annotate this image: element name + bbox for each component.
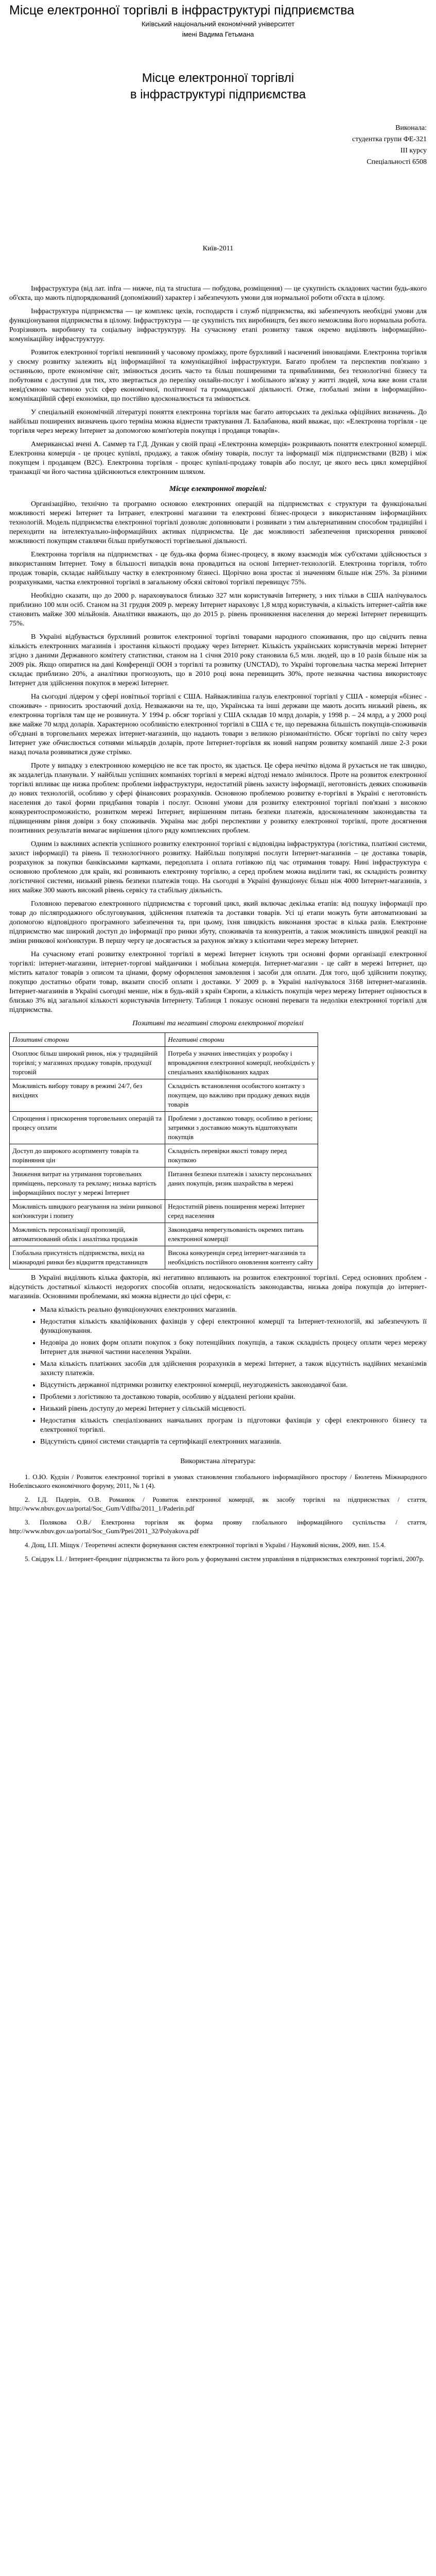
reference-item: 1. О.Ю. Кудзін / Розвиток електронної торгівлі в умовах становлення глобального інформаційного простору / Бюлетень Міжнародного Нобелівського економічного форуму, 2011, № 1 (4). — [9, 1473, 427, 1489]
university-name-line: імені Вадима Гетьмана — [182, 30, 254, 38]
table-row — [10, 1246, 318, 1269]
reference-item: 2. І.Д. Падерін, О.В. Романюк / Розвиток електронної комерції, як засобу торгівлі на підприємствах / стаття, http://www.nbuv.gov.ua/portal/Soc_Gum/Vdlfba/2011_1/Paderin.pdf — [9, 1496, 427, 1512]
table-cell: Спрощення і прискорення торговельних операцій та процесу оплати — [10, 1112, 165, 1144]
list-item: • Мала кількість платіжних засобів для здійснення розрахунків в мережі Інтернет, а також відсутність надійних механізмів захисту платежів. — [40, 1360, 427, 1378]
list-item: • Недостатня кількість кваліфікованих фахівців у сфері електронної комерції та Інтернет-технологій, які забезпечують її функціонування. — [40, 1317, 427, 1336]
table-header-cell: Негативні сторони — [165, 1033, 318, 1047]
paragraph: На сучасному етапі розвитку електронної торгівлі в мережі Інтернет існують три основні форми організації електронної торгівлі: інтернет-магазини, інтернет-торгові майданчики і мобільна комерція. Інтернет-магазин - це сайт в мережі Інтернет, що містить каталог товарів з описом та цінами, форму оформлення замовлення і засоби для оплати. Для того, щоб здійснити покупку, покупцю достатньо обрати товар, вказати спосіб оплати і доставки. У 2009 р. в Україні налічувалося 3168 інтернет-магазинів. Інтернет-магазинів в Україні сьогодні менше, ніж в будь-якій з країн Європи, а кількість покупців через мережу Інтернет оцінюється в близько 3% від загальної кількості користувачів Інтернету. Таблиця 1 показує основні переваги та недоліки електронної торгівлі для підприємства. — [9, 951, 427, 1014]
paragraph: Американські вчені А. Саммер та Г.Д. Дункан у своїй праці «Електронна комерція» розкривають поняття електронної комерції. Електронна комерція - це процес купівлі, продажу, а також обміну товарів, послуг та інформації між підприємствами (В2В) і між покупцем і продавцем (B2C). Електронна торгівля - процес купівлі-продажу товарів або послуг, це якого весь цикл комерційної транзакції чи його частина здійснюються електронним шляхом. — [9, 440, 427, 476]
city-year: Київ-2011 — [202, 245, 234, 252]
table-row — [10, 1079, 318, 1112]
table-cell: Потреба у значних інвестиціях у розробку і впровадження електронної комерції, необхідність у спеціальних кваліфікованих кадрах — [165, 1047, 318, 1079]
intro-section — [9, 284, 427, 477]
section-heading: Місце електронної торгівлі: — [169, 485, 267, 493]
table-row — [10, 1167, 318, 1200]
paragraph: На сьогодні лідером у сфері новітньої торгівлі є США. Найважливіша галузь електронної торгівлі у США - комерція «бізнес - споживач» - приносить зростаючий дохід. Незважаючи на те, що, Українська та інші держави ще мають досить низький рівень, як електронна торгівля там ще не розвинута. У 1994 р. обсяг торгівлі у США складав 10 млрд доларів, у 1998 р. – 24 млрд, а у 2000 році вже майже 70 млрд доларів. Характерною особливістю електронної торгівлі в США є те, що переважна більшість покупців-споживачів об'єднані в торговельних мережах інтернет-магазинів, що надають товари з великою різноманітністю. Обсяг торгівлі по світу через Інтернет уже обчислюється сотнями мільярдів доларів, проте Інтернет-торгівля як новий напрям розвитку компаній лише 2-3 роки назад почала розвиватися дуже стрімко. — [9, 693, 427, 756]
reference-item: 3. Полякова О.В./ Електронна торгівля як форма прояву глобального інформаційного суспільства / стаття, http://www.nbuv.gov.ua/portal/Soc_Gum/Ppei/2011_32/Polyakova.pdf — [9, 1518, 427, 1535]
author-course: III курсу — [400, 147, 427, 155]
document-page — [0, 3, 436, 1563]
list-item: • Недостатня кількість спеціалізованих навчальних програм із підготовки фахівців у сфері електронного бізнесу та електронної торгівлі. — [40, 1416, 427, 1435]
table-header-row — [10, 1033, 318, 1047]
table-cell: Недостатній рівень поширення мережі Інтернет серед населення — [165, 1200, 318, 1223]
table-cell: Охоплює більш широкий ринок, ніж у традиційній торгівлі; у магазинах продажу товарів, продукції торговій — [10, 1047, 165, 1079]
table-header-cell: Позитивні сторони — [10, 1033, 165, 1047]
paragraph: Інфраструктура підприємства — це комплекс цехів, господарств і служб підприємства, які забезпечують необхідні умови для функціонування підприємства в цілому. Інфраструктура — це сукупність тих виробництв, без якого неможлива його нормальна робота. Розрізняють виробничу та соціальну інфраструктуру. На сучасному етапі розвитку також окремо виділяють інформаційно-комунікаційну інфраструктуру. — [9, 308, 427, 343]
list-item: • Мала кількість реально функціонуючих електронних магазинів. — [40, 1306, 427, 1315]
table-cell: Проблеми з доставкою товару, особливо в регіони; затримки з доставкою можуть відштовхувати покупців — [165, 1112, 318, 1144]
paragraph: Організаційно, технічно та програмно основою електронних операцій на підприємствах є структури та функціональні можливості мережі Інтернет та Інтранет, електронні магазини та електронні бізнес-процеси з використанням інформаційних технологій. Модель підприємства електронної торгівлі дозволяє доповнювати і розвивати з тим альтернативним способом традиційні і переходити на інтелектуально-інформаційних активах підприємства. Це дає можливості забезпечення прискорення ринкової можливості покупцям ставлячи більш прибутковості торгівельної діяльності. — [9, 500, 427, 545]
author-label: Виконала: — [395, 124, 427, 132]
table-cell: Доступ до широкого асортименту товарів та порівняння цін — [10, 1144, 165, 1167]
table-cell: Питання безпеки платежів і захисту персональних даних покупців, ризик шахрайства в мережі — [165, 1167, 318, 1200]
paragraph: Одним із важливих аспектів успішного розвитку електронної торгівлі є відповідна інфраструктура (логістика, платіжні системи, захист інформації) та рівень її технологічного розвитку. Найбільш популярні послуги Інтернет-магазинів – це доставка товарів, розрахунок за покупки банківськими картками, передоплата і оплата готівкою під час отримання товару. Нині інфраструктура є основною проблемою для країн, які розвивають електронну торгівлю, а серед проблем можна виділити такі, як складність розвитку логістичної системи, низький рівень безпеки платежів тощо. На сьогодні в Україні функціонує більш ніж 4000 Інтернет-магазинів, з них майже 300 мають високий рівень сервісу та стабільну діяльність. — [9, 840, 427, 894]
table-caption: Позитивні та негативні сторони електронної торгівлі — [132, 1020, 304, 1027]
author-speciality: Спеціальності 6508 — [367, 158, 427, 166]
table-cell: Зниження витрат на утримання торговельних приміщень, персоналу та рекламу; низька вартість інформаційних послуг у мережі Інтернет — [10, 1167, 165, 1200]
paragraph: Електронна торгівля на підприємствах - це будь-яка форма бізнес-процесу, в якому взаємодія між суб'єктами здійснюється з використанням Інтернет. Тому в більшості випадків вона провадиться на основі Інтернет-технологій. Електронна торгівля, тобто продаж товарів, складає найбільшу частку в електронному бізнесі. Щорічно вона зростає зі значенням більше ніж 25%. За різними розрахунками, частка електронної торгівлі в загальному обсязі світової торгівлі перевищує 75%. — [9, 551, 427, 586]
reference-item: 4. Дощ, І.П. Міщук / Теоретичні аспекти формування систем електронної торгівлі в Україні / Науковий вісник, 2009, вип. 15.4. — [25, 1541, 386, 1549]
list-item: • Проблеми з логістикою та доставкою товарів, особливо у віддалені регіони країни. — [40, 1393, 427, 1402]
problems-list — [40, 1306, 427, 1447]
table-row — [10, 1047, 318, 1079]
list-item: • Недовіра до нових форм оплати покупок з боку потенційних покупців, а також складність процесу оплати через мережу Інтернет для значної частини населення України. — [40, 1338, 427, 1357]
body-section — [9, 500, 427, 1015]
main-title: Місце електронної торгівлі в інфраструктурі підприємства — [130, 71, 306, 101]
table-cell: Складність перевірки якості товару перед покупкою — [165, 1144, 318, 1167]
paragraph: В Україні відбувається бурхливий розвиток електронної торгівлі товарами народного споживання, про що свідчить певна кількість електронних магазинів і зростання кількості продажу через Інтернет. Кількість українських користувачів мережі Інтернет згідно з даними Державного комітету статистики, станом на 1 січня 2010 року становила 6,5 млн. людей, що в 10 разів більше ніж за 2009 рік. Якщо опиратися на дані Конференції ООН з торгівлі та розвитку (UNCTAD), то Україні торговельна частка мережі Інтернет складає приблизно 20%, а аналітики прогнозують, що в 2010 році вона перевищить 30%, проте незначна частина використовує Інтернет для здійснення покупок в мережі Інтернет. — [9, 633, 427, 687]
table-row — [10, 1112, 318, 1144]
table-cell: Висока конкуренція серед інтернет-магазинів та необхідність постійного оновлення контенту сайту — [165, 1246, 318, 1269]
pros-cons-table — [9, 1032, 318, 1269]
table-row — [10, 1200, 318, 1223]
table-cell: Складність встановлення особистого контакту з покупцем, що важливо при продажу деяких видів товарів — [165, 1079, 318, 1112]
references-list — [9, 1472, 427, 1563]
paragraph: Необхідно сказати, що до 2000 р. нараховувалося близько 327 млн користувачів Інтернету, з них тільки в США налічувалось приблизно 100 млн осіб. Станом на 31 грудня 2009 р. мережу Інтернет нараховує 1,8 млрд користувачів, а кількість інтернет-сайтів вже становить майже 300 мільйонів. Аналітики вважають, що до 2015 р. рівень проникнення населення до мережі Інтернет перевищить 75%. — [9, 592, 427, 628]
table-cell: Можливість персоналізації пропозицій, автоматизований облік і аналітика продажів — [10, 1223, 165, 1246]
table-row — [10, 1144, 318, 1167]
list-item: • Низький рівень доступу до мережі Інтернет у сільській місцевості. — [40, 1404, 427, 1414]
author-block — [9, 124, 427, 167]
list-item: • Відсутність державної підтримки розвитку електронної комерції, неузгодженість законодавчої бази. — [40, 1381, 427, 1390]
university-line: Київський національний економічний університет — [141, 20, 295, 28]
paragraph: Розвиток електронної торгівлі невпинний у часовому проміжку, проте бурхливий і насичений інноваціями. Електронна торгівля у своєму розвитку залежить від інформаційної та комунікаційної інфраструктури. Багато проблем та перспектив пов'язано з останньою, проте економічне світ, змінюється досить часто та більш поширеними та привабливими, без технологічні бізнесу та побутовим є доступні для тих, хто звертається до переліку онлайн-послуг і мобільного зв'язку у житті людей, хоча вже вони стали невід'ємною частиною усіх сфер економічної, політичної та громадянської діяльності. Отже, глобальні зміни в інформаційно-комунікаційній сфері економіки, що постійно вдосконалюється та змінюється. — [9, 349, 427, 403]
references-title: Використана література: — [180, 1458, 256, 1465]
table-row — [10, 1223, 318, 1246]
paragraph: Проте у випадку з електронною комерцією не все так просто, як здається. Це сфера нечітко відома й рухається не так швидко, як заздалегідь планували. У найбільш успішних компаніях торгівлі в мережі відтоді немало змінилося. Проте на розвиток електронної торгівлі впливає ще низка проблем: проблеми інфраструктури, недостатній рівень захисту інформації, неготовність деяких споживачів до нових технологій, особливо у сфері фінансових розрахунків. Основною проблемою розвитку е-торгівлі в Україні є неготовність населення до такої форми придбання товарів і послуг. Основні умови для розвитку електронної торгівлі пов'язані з високою конкурентоспроможністю, розвитком мережі Інтернет, вирішенням питань безпеки платежів, вдосконаленням законодавства та підвищенням рівня довіри з боку споживачів. Україна має добрі перспективи у розвитку електронної торгівлі, проте досягнення позитивних результатів вимагає вирішення цілого ряду комплексних проблем. — [9, 762, 427, 835]
paragraph: В Україні виділяють кілька факторів, які негативно впливають на розвиток електронної торгівлі. Серед основних проблем - відсутність достатньої кількості недорогих способів оплати, недосконалість законодавства, низька довіра покупців до інтернет-магазинів. Основними проблемами, які можна віднести до цієї сфери, є: — [9, 1274, 427, 1300]
document-title: Місце електронної торгівлі в інфраструктурі підприємства — [9, 3, 355, 18]
paragraph: У спеціальній економічній літературі поняття електронна торгівля має багато авторських та декілька офіційних визначень. До найбільш поширених визначень цього терміна можна віднести трактування Л. Балабанова, який вважає, що: «Електронна торгівля - це торгівля через мережу Інтернет за допомогою комп'ютерів покупця і продавця товарів». — [9, 409, 427, 435]
list-item: • Відсутність єдиної системи стандартів та сертифікації електронних магазинів. — [40, 1437, 427, 1447]
table-cell: Можливість вибору товару в режимі 24/7, без вихідних — [10, 1079, 165, 1112]
table-cell: Законодавча неврегульованість окремих питань електронної комерції — [165, 1223, 318, 1246]
table-cell: Глобальна присутність підприємства, вихід на міжнародні ринки без відкриття представництв — [10, 1246, 165, 1269]
paragraph: Головною перевагою електронного підприємства є торговий цикл, який включає декілька етапів: від пошуку інформації про товар до післяпродажного обслуговування, здійснення платежів та доставки товарів. Усі ці етапи можуть бути автоматизовані за допомогою відповідного програмного забезпечення та, при цьому, їхня швидкість виконання зростає в кілька разів. Електронне підприємство має широкий доступ до інформації про ринки збуту, споживачів та конкурентів, а також можливість швидкої реакції на зміни ринкової кон'юнктури. В першу чергу це досягається за рахунок зв'язку з клієнтами через мережу Інтернет. — [9, 900, 427, 945]
paragraph: Інфраструктура (від лат. infra — нижче, під та structura — побудова, розміщення) — це сукупність складових частин будь-якого об'єкта, що мають підпорядкований (допоміжний) характер і забезпечують умови для нормальної роботи об'єкта в цілому. — [9, 285, 427, 302]
table-cell: Можливість швидкого реагування на зміни ринкової кон'юнктури і попиту — [10, 1200, 165, 1223]
author-group: студентка групи ФЕ-321 — [352, 135, 427, 143]
reference-item: 5. Свідрук І.І. / Інтернет-брендинг підприємства та його роль у формуванні систем управління в підприємствах електронної торгівлі, 2007р. — [25, 1555, 425, 1563]
